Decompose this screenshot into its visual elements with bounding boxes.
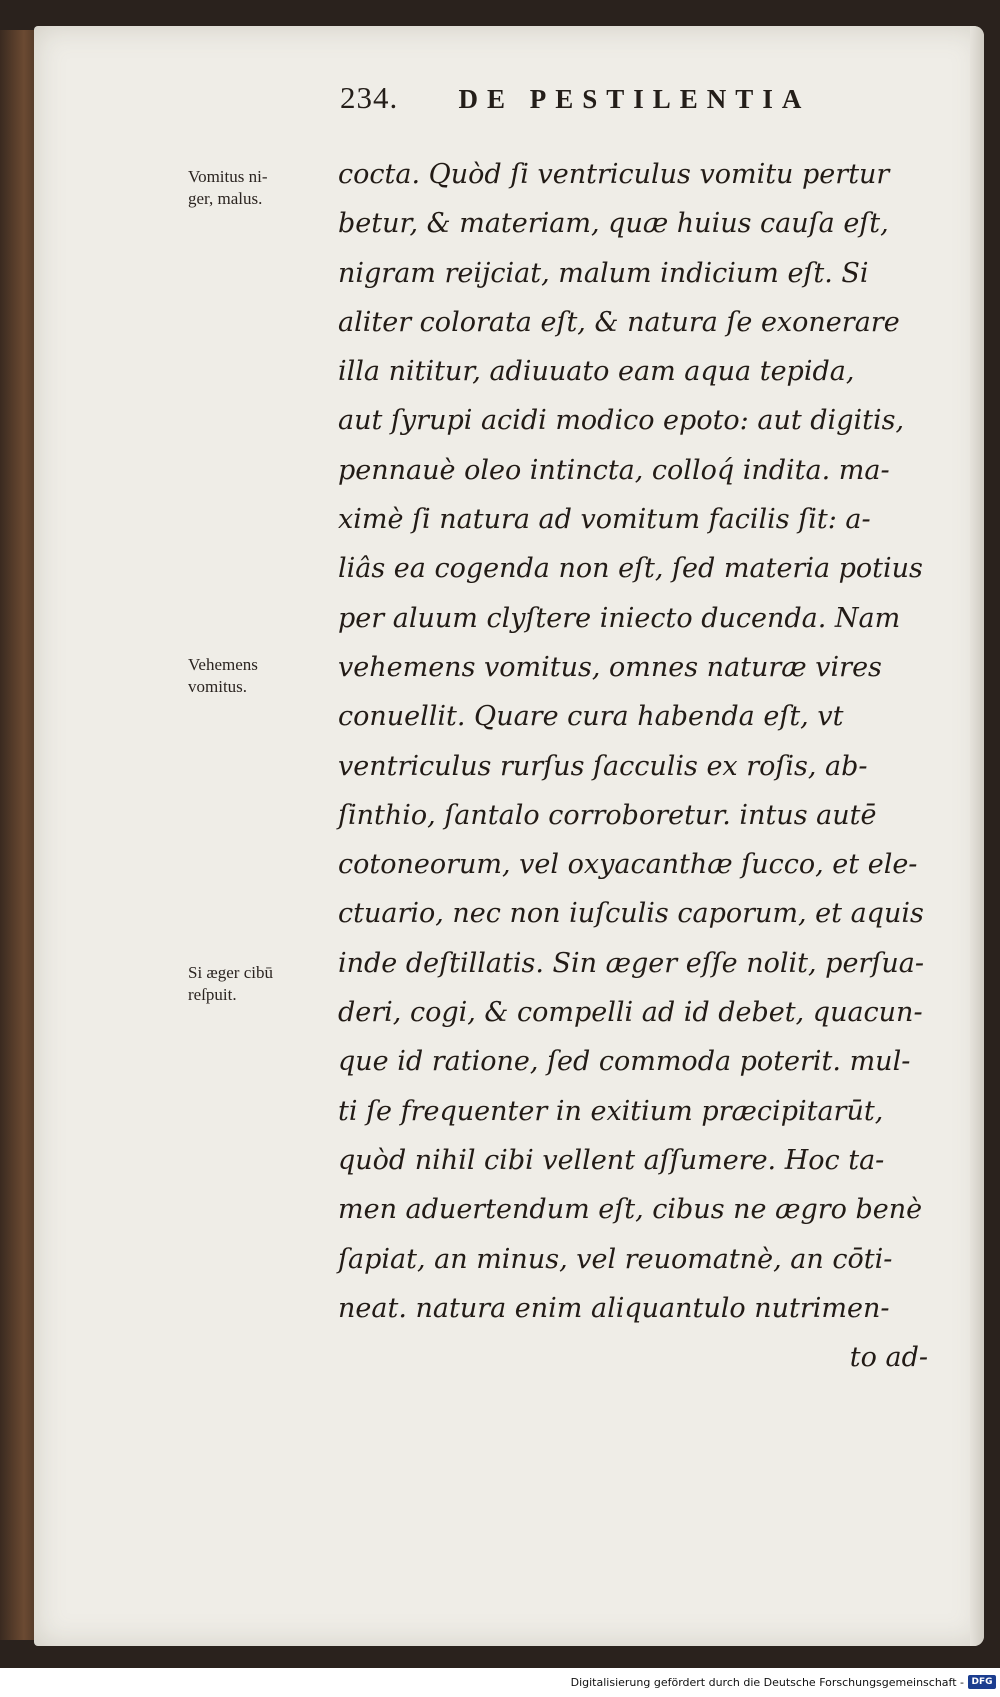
text-line: neat. natura enim aliquantulo nutrimen-: [338, 1292, 890, 1324]
text-line: vehemens vomitus, omnes naturæ vires: [338, 651, 882, 683]
text-line: ventriculus rurſus ſacculis ex roſis, ab-: [338, 750, 868, 782]
funding-credit: Digitalisierung gefördert durch die Deutsche Forschungsgemeinschaft -: [570, 1676, 964, 1689]
text-line: inde deſtillatis. Sin æger eſſe nolit, perſua-: [338, 947, 924, 979]
marginal-note-line: reſpuit.: [188, 985, 237, 1004]
text-line: aut ſyrupi acidi modico epoto: aut digitis,: [338, 405, 905, 437]
running-title: DE PESTILENTIA: [458, 84, 811, 114]
text-line: conuellit. Quare cura habenda eſt, vt: [338, 701, 844, 733]
text-line: men aduertendum eſt, cibus ne ægro benè: [338, 1194, 923, 1226]
marginal-note-line: Si æger cibū: [188, 963, 273, 982]
body-text: [338, 150, 958, 1382]
text-line: cotoneorum, vel oxyacanthæ ſucco, et ele-: [338, 849, 918, 881]
text-line: ximè ſi natura ad vomitum facilis ſit: a-: [338, 504, 871, 536]
text-line: aliter colorata eſt, & natura ſe exonerare: [338, 306, 900, 338]
footer-bar: [0, 1668, 1000, 1697]
text-line: per aluum clyſtere iniecto ducenda. Nam: [338, 602, 901, 634]
text-line: nigram reijciat, malum indicium eſt. Si: [338, 257, 869, 289]
marginal-note-line: vomitus.: [188, 677, 248, 696]
dfg-logo: DFG: [968, 1675, 996, 1689]
text-line: pennauè oleo intincta, colloq́ indita. ma-: [338, 454, 890, 486]
running-head: [340, 80, 940, 116]
marginal-note-line: ger, malus.: [188, 189, 263, 208]
text-line: cocta. Quòd ſi ventriculus vomitu pertur: [338, 159, 890, 190]
marginal-note-vehemens-vomitus: [188, 654, 336, 698]
marginal-note-si-aeger: [188, 962, 336, 1006]
text-line: illa nititur, adiuuato eam aqua tepida,: [338, 356, 855, 388]
text-line: que id ratione, ſed commoda poterit. mul-: [338, 1046, 911, 1078]
text-line: quòd nihil cibi vellent aſſumere. Hoc ta-: [338, 1144, 885, 1176]
marginal-note-vomitus-niger: [188, 166, 336, 210]
text-line: liâs ea cogenda non eſt, ſed materia potius: [338, 553, 923, 585]
page-edge: [970, 26, 984, 1646]
marginal-note-line: Vehemens: [188, 655, 258, 674]
text-line: deri, cogi, & compelli ad id debet, quacun-: [338, 997, 923, 1029]
text-line: ti ſe frequenter in exitium præcipitarūt,: [338, 1095, 884, 1127]
text-line: ſinthio, ſantalo corroboretur. intus autē: [338, 799, 877, 831]
text-line: betur, & materiam, quæ huius cauſa eſt,: [338, 208, 889, 240]
page-number: 234.: [340, 80, 399, 115]
text-line: ctuario, nec non iuſculis caporum, et aquis: [338, 898, 924, 930]
catchword: to ad-: [849, 1342, 928, 1374]
text-line: ſapiat, an minus, vel reuomatnè, an cōti-: [338, 1243, 893, 1275]
marginal-note-line: Vomitus ni-: [188, 167, 268, 186]
